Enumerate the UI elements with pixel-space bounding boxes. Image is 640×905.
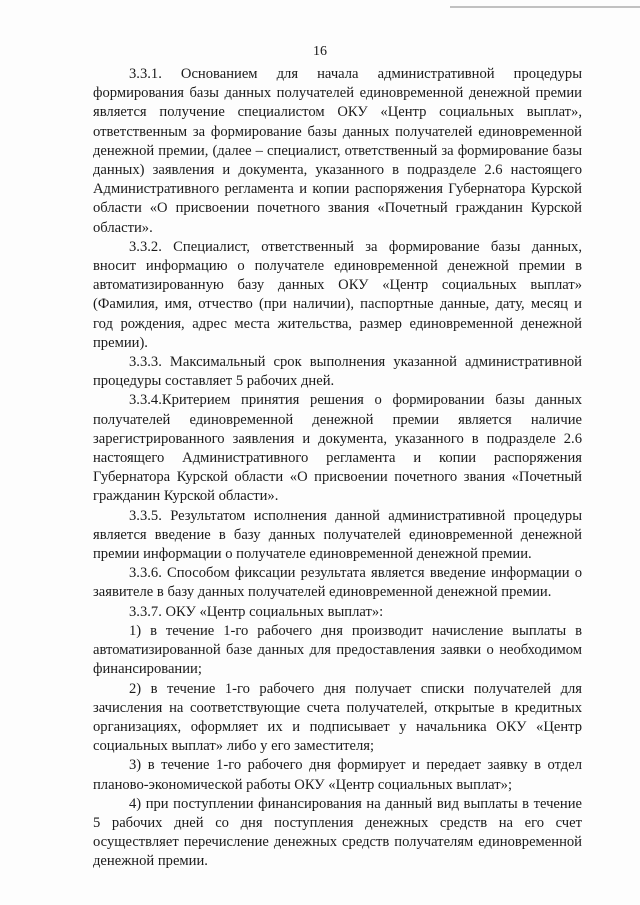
list-item-2: 2) в течение 1-го рабочего дня получает списки получателей для зачисления на соответствующие счета получателей, открытые в кредитных организациях, оформляет их и подписывает у начальника ОКУ «Центр социальных выплат» либо у его заместителя; <box>93 680 582 755</box>
paragraph-3-3-4: 3.3.4.Критерием принятия решения о формировании базы данных получателей единовременной денежной премии является наличие зарегистрированного заявления и документа, указанного в подразделе 2.6 настоящего Административного регламента и копии распоряжения Губернатора Курской области «О присвоении почетного звания «Почетный гражданин Курской области». <box>93 392 582 505</box>
list-item-3: 3) в течение 1-го рабочего дня формирует и передает заявку в отдел планово-экономической работы ОКУ «Центр социальных выплат»; <box>93 757 582 793</box>
paragraph-3-3-3: 3.3.3. Максимальный срок выполнения указанной административной процедуры составляет 5 рабочих дней. <box>93 354 582 390</box>
list-item-1: 1) в течение 1-го рабочего дня производит начисление выплаты в автоматизированной базе данных для предоставления заявки о необходимом финансировании; <box>93 622 582 678</box>
paragraph-3-3-2: 3.3.2. Специалист, ответственный за формирование базы данных, вносит информацию о получателе единовременной денежной премии в автоматизированную базу данных ОКУ «Центр социальных выплат» (Фамилия, имя, отчество (при наличии), паспортные данные, дату, месяц и год рождения, адрес места жительства, размер единовременной денежной премии). <box>93 238 582 351</box>
scan-edge-line <box>450 6 640 8</box>
paragraph-3-3-7: 3.3.7. ОКУ «Центр социальных выплат»: <box>129 603 384 620</box>
paragraph-3-3-5: 3.3.5. Результатом исполнения данной административной процедуры является введение в базу данных получателей единовременной денежной премии информации о получателе единовременной денежной премии. <box>93 507 582 563</box>
paragraph-3-3-6: 3.3.6. Способом фиксации результата является введение информации о заявителе в базу данных получателей единовременной денежной премии. <box>93 565 582 601</box>
page-number: 16 <box>313 44 327 59</box>
list-item-4: 4) при поступлении финансирования на данный вид выплаты в течение 5 рабочих дней со дня поступления денежных средств на его счет осуществляет перечисление денежных средств получателям единовременной денежной премии. <box>93 795 582 870</box>
paragraph-3-3-1: 3.3.1. Основанием для начала административной процедуры формирования базы данных получателей единовременной денежной премии является получение специалистом ОКУ «Центр социальных выплат», ответственным за формирование базы данных получателей единовременной денежной премии, (далее – специалист, ответственный за формирование базы данных) заявления и документа, указанного в подразделе 2.6 настоящего Административного регламента и копии распоряжения Губернатора Курской области «О присвоении почетного звания «Почетный гражданин Курской области». <box>93 66 582 236</box>
document-body <box>93 65 582 872</box>
